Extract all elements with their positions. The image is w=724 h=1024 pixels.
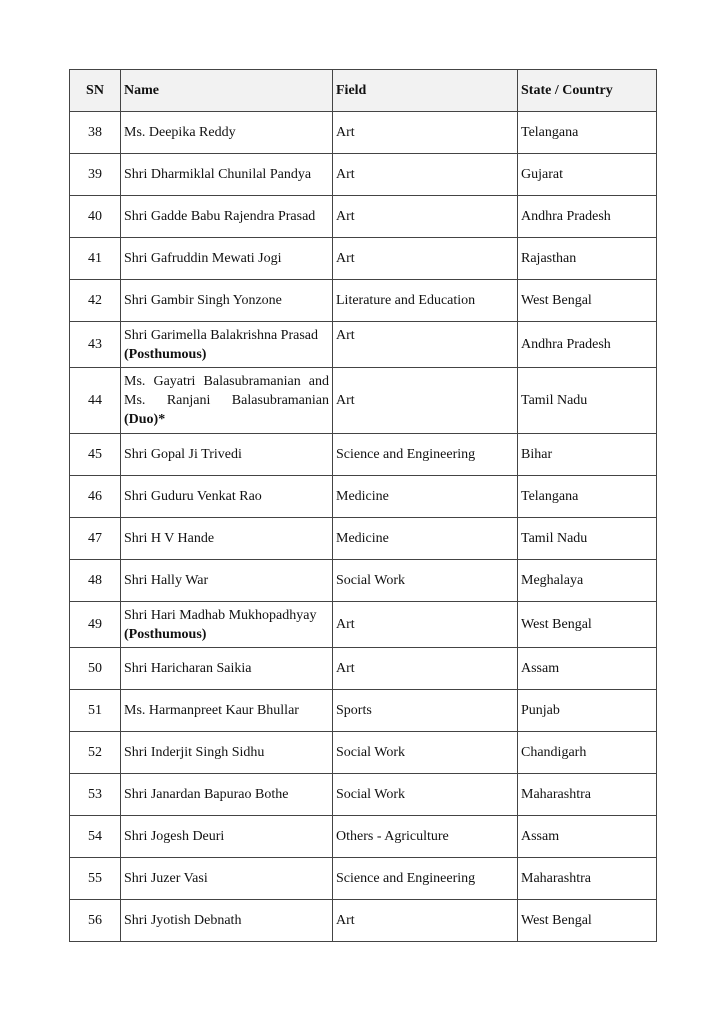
cell-field: Art bbox=[333, 112, 518, 154]
cell-name: Ms. Harmanpreet Kaur Bhullar bbox=[121, 690, 333, 732]
table-row bbox=[70, 858, 657, 900]
cell-name bbox=[121, 322, 333, 368]
cell-state: Punjab bbox=[518, 690, 657, 732]
cell-name: Shri Inderjit Singh Sidhu bbox=[121, 732, 333, 774]
cell-state: Maharashtra bbox=[518, 774, 657, 816]
cell-name: Shri Gopal Ji Trivedi bbox=[121, 434, 333, 476]
cell-field: Art bbox=[333, 648, 518, 690]
table-row bbox=[70, 602, 657, 648]
header-sn: SN bbox=[70, 70, 121, 112]
cell-sn: 55 bbox=[70, 858, 121, 900]
cell-field: Art bbox=[333, 368, 518, 434]
cell-field: Social Work bbox=[333, 774, 518, 816]
table-row bbox=[70, 732, 657, 774]
cell-sn: 56 bbox=[70, 900, 121, 942]
awardees-table bbox=[69, 69, 657, 942]
cell-field: Art bbox=[333, 602, 518, 648]
cell-state: West Bengal bbox=[518, 900, 657, 942]
cell-sn: 47 bbox=[70, 518, 121, 560]
cell-state: Telangana bbox=[518, 476, 657, 518]
cell-sn: 54 bbox=[70, 816, 121, 858]
cell-state: West Bengal bbox=[518, 602, 657, 648]
cell-field: Art bbox=[333, 238, 518, 280]
cell-name: Shri Dharmiklal Chunilal Pandya bbox=[121, 154, 333, 196]
cell-sn: 51 bbox=[70, 690, 121, 732]
cell-name: Ms. Deepika Reddy bbox=[121, 112, 333, 154]
awardee-name: Ms. Gayatri Balasubramanian and Ms. Ranjani Balasubramanian bbox=[124, 374, 329, 408]
cell-state: Andhra Pradesh bbox=[518, 322, 657, 368]
cell-state: Andhra Pradesh bbox=[518, 196, 657, 238]
posthumous-note: (Posthumous) bbox=[124, 626, 207, 642]
cell-name: Shri Juzer Vasi bbox=[121, 858, 333, 900]
cell-name: Shri Hally War bbox=[121, 560, 333, 602]
cell-sn: 50 bbox=[70, 648, 121, 690]
table-row bbox=[70, 196, 657, 238]
header-name: Name bbox=[121, 70, 333, 112]
cell-sn: 49 bbox=[70, 602, 121, 648]
cell-field: Sports bbox=[333, 690, 518, 732]
cell-field: Art bbox=[333, 154, 518, 196]
cell-sn: 39 bbox=[70, 154, 121, 196]
cell-sn: 44 bbox=[70, 368, 121, 434]
cell-field: Medicine bbox=[333, 476, 518, 518]
cell-name: Shri Jyotish Debnath bbox=[121, 900, 333, 942]
table-row bbox=[70, 690, 657, 732]
posthumous-note: (Posthumous) bbox=[124, 346, 207, 362]
cell-state: Chandigarh bbox=[518, 732, 657, 774]
cell-name bbox=[121, 602, 333, 648]
cell-sn: 52 bbox=[70, 732, 121, 774]
table-header-row bbox=[70, 70, 657, 112]
cell-sn: 38 bbox=[70, 112, 121, 154]
cell-sn: 48 bbox=[70, 560, 121, 602]
cell-field: Literature and Education bbox=[333, 280, 518, 322]
table-row bbox=[70, 560, 657, 602]
table-row bbox=[70, 900, 657, 942]
cell-state: Maharashtra bbox=[518, 858, 657, 900]
table-row bbox=[70, 434, 657, 476]
cell-name: Shri Gadde Babu Rajendra Prasad bbox=[121, 196, 333, 238]
cell-state: Tamil Nadu bbox=[518, 518, 657, 560]
cell-name: Shri Jogesh Deuri bbox=[121, 816, 333, 858]
cell-state: Assam bbox=[518, 816, 657, 858]
cell-sn: 45 bbox=[70, 434, 121, 476]
cell-state: West Bengal bbox=[518, 280, 657, 322]
cell-field: Social Work bbox=[333, 732, 518, 774]
cell-field: Science and Engineering bbox=[333, 434, 518, 476]
table-row bbox=[70, 322, 657, 368]
cell-field: Medicine bbox=[333, 518, 518, 560]
cell-field: Art bbox=[333, 322, 518, 368]
cell-sn: 40 bbox=[70, 196, 121, 238]
cell-state: Gujarat bbox=[518, 154, 657, 196]
cell-sn: 42 bbox=[70, 280, 121, 322]
cell-state: Tamil Nadu bbox=[518, 368, 657, 434]
awardee-name: Shri Garimella Balakrishna Prasad bbox=[124, 327, 319, 343]
cell-sn: 46 bbox=[70, 476, 121, 518]
cell-state: Bihar bbox=[518, 434, 657, 476]
table-row bbox=[70, 154, 657, 196]
cell-sn: 53 bbox=[70, 774, 121, 816]
cell-state: Telangana bbox=[518, 112, 657, 154]
cell-name: Shri Guduru Venkat Rao bbox=[121, 476, 333, 518]
table-row bbox=[70, 238, 657, 280]
cell-field: Art bbox=[333, 900, 518, 942]
cell-name: Shri H V Hande bbox=[121, 518, 333, 560]
table-row bbox=[70, 368, 657, 434]
header-field: Field bbox=[333, 70, 518, 112]
cell-field: Science and Engineering bbox=[333, 858, 518, 900]
table-row bbox=[70, 280, 657, 322]
table-row bbox=[70, 816, 657, 858]
cell-name: Shri Gafruddin Mewati Jogi bbox=[121, 238, 333, 280]
table-row bbox=[70, 774, 657, 816]
awardee-name: Shri Hari Madhab Mukhopadhyay bbox=[124, 607, 317, 623]
cell-name: Shri Haricharan Saikia bbox=[121, 648, 333, 690]
cell-state: Meghalaya bbox=[518, 560, 657, 602]
cell-name bbox=[121, 368, 333, 434]
table-row bbox=[70, 518, 657, 560]
cell-sn: 43 bbox=[70, 322, 121, 368]
cell-name: Shri Janardan Bapurao Bothe bbox=[121, 774, 333, 816]
table-row bbox=[70, 648, 657, 690]
header-state: State / Country bbox=[518, 70, 657, 112]
duo-note: (Duo)* bbox=[124, 412, 166, 427]
table-row bbox=[70, 476, 657, 518]
cell-field: Others - Agriculture bbox=[333, 816, 518, 858]
cell-name: Shri Gambir Singh Yonzone bbox=[121, 280, 333, 322]
cell-state: Rajasthan bbox=[518, 238, 657, 280]
table-row bbox=[70, 112, 657, 154]
cell-field: Art bbox=[333, 196, 518, 238]
cell-field: Social Work bbox=[333, 560, 518, 602]
cell-state: Assam bbox=[518, 648, 657, 690]
cell-sn: 41 bbox=[70, 238, 121, 280]
